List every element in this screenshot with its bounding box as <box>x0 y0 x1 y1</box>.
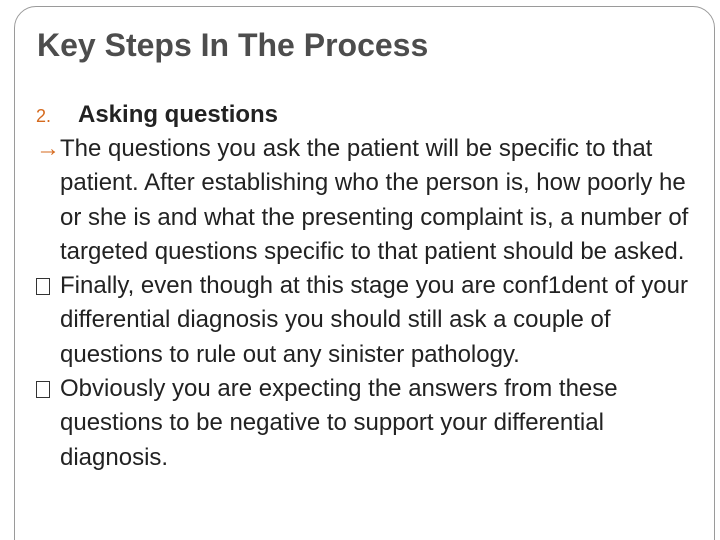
arrow-icon: → <box>36 135 60 162</box>
bullet-text-1: The questions you ask the patient will be specific to that patient. After establishing who the person is, how poorly he or she is and what the presenting complaint is, a number of targeted questions specific to that patient should be asked. <box>60 135 689 265</box>
slide-body <box>36 98 704 475</box>
box-icon <box>36 269 60 303</box>
section-number: 2. <box>36 106 52 126</box>
slide-title: Key Steps In The Process <box>37 27 429 63</box>
bullet-text-2: Finally, even though at this stage you are conf1dent of your differential diagnosis you should still ask a couple of questions to rule out any sinister pathology. <box>60 272 688 368</box>
bullet-point-2 <box>36 269 704 372</box>
section-heading <box>36 98 704 136</box>
box-icon <box>36 372 60 406</box>
bullet-text-3: Obviously you are expecting the answers from these questions to be negative to support your differential diagnosis. <box>60 375 618 471</box>
bullet-point-3 <box>36 372 704 475</box>
bullet-point-1 <box>36 132 704 269</box>
section-heading-text: Asking questions <box>78 101 279 128</box>
